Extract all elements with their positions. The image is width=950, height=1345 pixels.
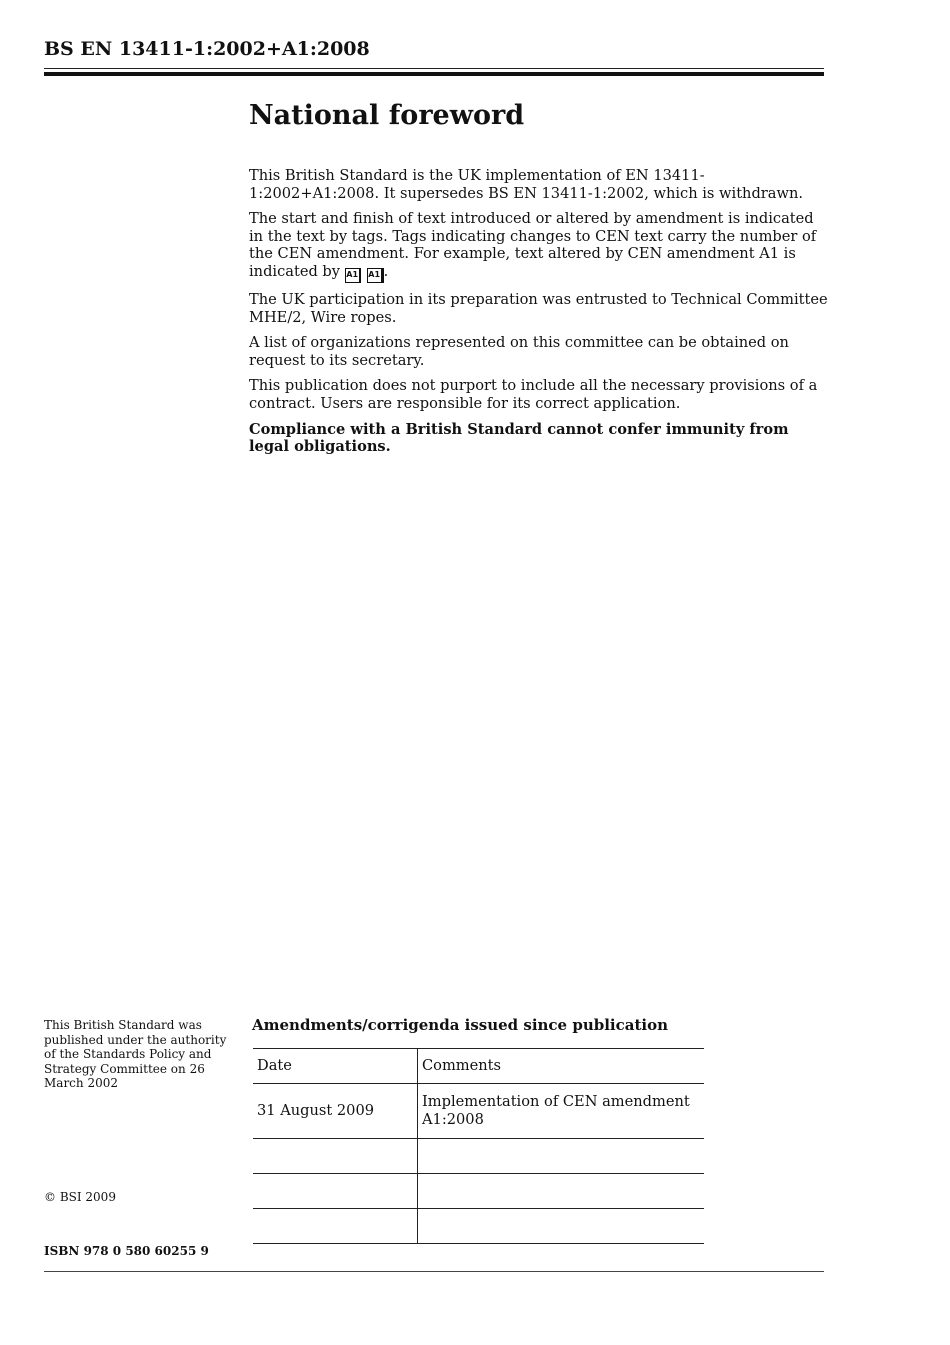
table-header-row [253,1049,704,1084]
cell-comments [418,1174,705,1209]
cell-comments: Implementation of CEN amendment A1:2008 [418,1084,705,1139]
cell-date [253,1209,418,1244]
cell-comments [418,1139,705,1174]
table-row [253,1139,704,1174]
foreword-body [249,167,829,464]
paragraph-provisions: This publication does not purport to include all the necessary provisions of a contract. Users are responsible for its correct application. [249,377,818,412]
amendment-close-tag-icon: A1 [367,268,384,283]
paragraph-amendment-tags [249,210,829,283]
page-title: National foreword [249,100,525,131]
paragraph-amendment-tags-text: The start and finish of text introduced or altered by amendment is indicated in the text by tags. Tags indicating changes to CEN text carry the number of the CEN amendment. For example, text altered by CEN amendment A1 is indicated by [249,210,817,280]
table-row [253,1209,704,1244]
paragraph-amendment-tags-end: . [383,262,389,280]
cell-date [253,1139,418,1174]
paragraph-organizations: A list of organizations represented on this committee can be obtained on request to its secretary. [249,334,789,369]
footer-rule [44,1271,824,1272]
paragraph-implementation: This British Standard is the UK implementation of EN 13411-1:2002+A1:2008. It supersedes BS EN 13411-1:2002, which is withdrawn. [249,167,804,202]
amendments-table-title: Amendments/corrigenda issued since publication [252,1016,668,1034]
header-rule-thin [44,68,824,69]
table-row [253,1174,704,1209]
document-id-header: BS EN 13411-1:2002+A1:2008 [44,38,370,60]
cell-comments [418,1209,705,1244]
amendment-open-tag-icon: A1 [345,268,361,283]
cell-date: 31 August 2009 [253,1084,418,1139]
table-row [253,1084,704,1139]
column-header-date: Date [253,1049,418,1084]
cell-date [253,1174,418,1209]
copyright-notice: © BSI 2009 [44,1190,116,1204]
paragraph-committee: The UK participation in its preparation was entrusted to Technical Committee MHE/2, Wire ropes. [249,290,828,326]
amendments-table [253,1048,704,1244]
paragraph-compliance: Compliance with a British Standard cannot confer immunity from legal obligations. [249,420,789,456]
header-rule-thick [44,72,824,76]
column-header-comments: Comments [418,1049,705,1084]
publication-authority-note: This British Standard was published under the authority of the Standards Policy and Strategy Committee on 26 March 2002 [44,1018,227,1090]
isbn: ISBN 978 0 580 60255 9 [44,1244,209,1258]
